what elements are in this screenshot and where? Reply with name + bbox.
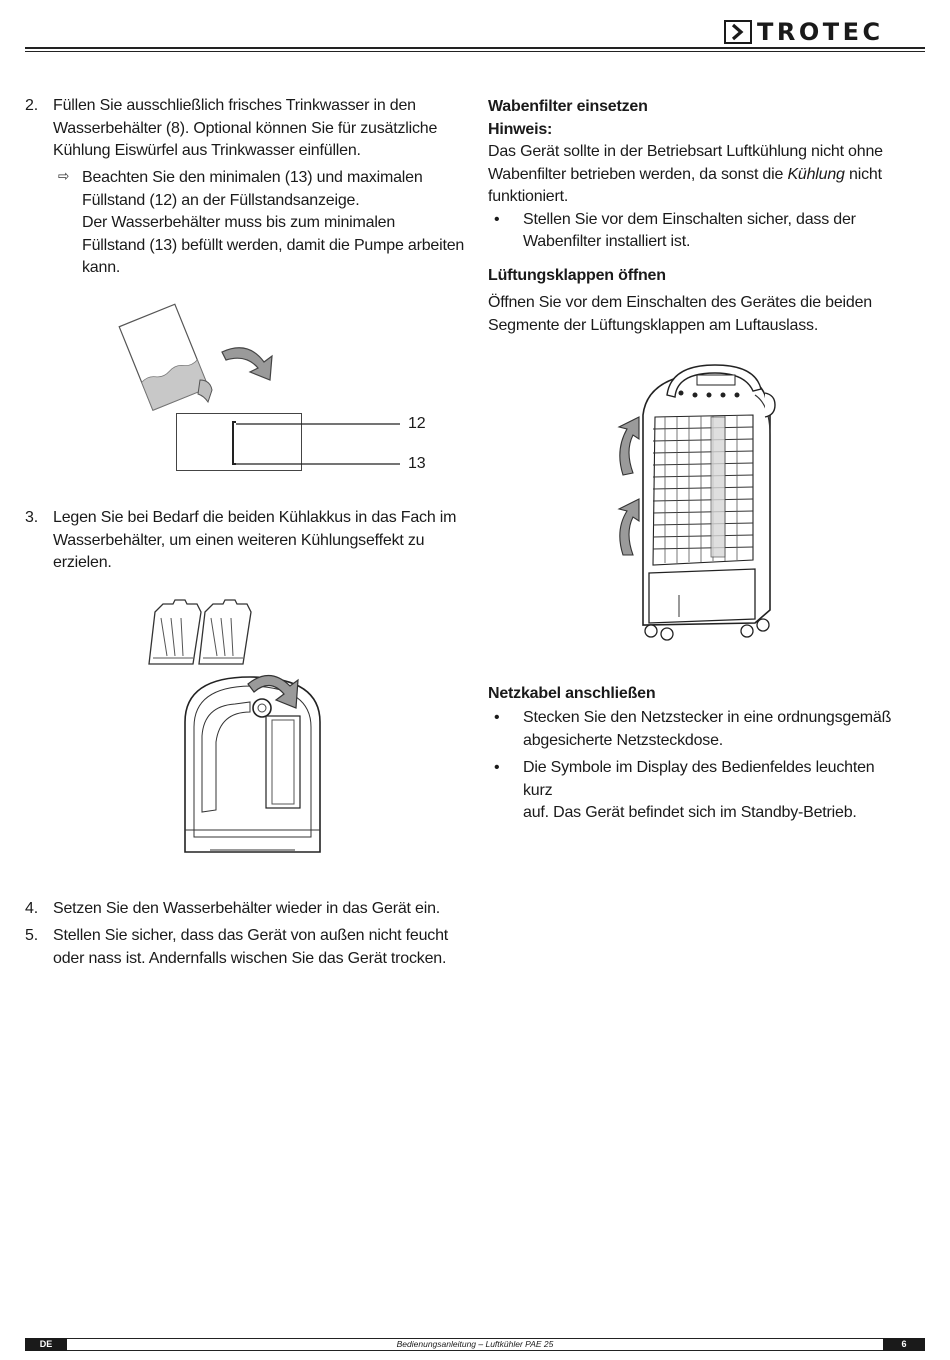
water-jug-illustration — [110, 300, 230, 410]
step-text — [53, 925, 473, 970]
step-number: 2. — [25, 97, 38, 114]
note-heading: Hinweis: — [488, 121, 553, 138]
emphasis-text: Kühlung — [787, 165, 845, 183]
pour-arrow-icon — [220, 338, 280, 388]
bullet-icon: • — [494, 709, 500, 726]
level-markers — [230, 412, 530, 482]
footer-page-number: 6 — [883, 1338, 925, 1351]
text-line: Stecken Sie den Netzstecker in eine ordnungsgemäß — [523, 709, 892, 726]
footer — [25, 1338, 925, 1351]
section-wabenfilter — [488, 96, 908, 254]
text-line: oder nass ist. Andernfalls wischen Sie das Gerät trocken. — [53, 949, 447, 967]
text-line: auf. Das Gerät befindet sich im Standby-Betrieb. — [523, 804, 857, 821]
text-span: nicht — [844, 165, 882, 183]
label-min-level: 13 — [408, 455, 426, 472]
text-line: funktioniert. — [488, 188, 569, 205]
text-line — [488, 164, 908, 187]
label-max-level: 12 — [408, 415, 426, 432]
step-number: 5. — [25, 927, 38, 944]
section-heading: Netzkabel anschließen — [488, 685, 656, 702]
text-line: Beachten Sie den minimalen (13) und maximalen — [82, 169, 423, 186]
bullet-item — [488, 757, 908, 821]
header-rule — [25, 47, 925, 49]
bullet-icon: • — [494, 210, 500, 228]
text-line: Stellen Sie vor dem Einschalten sicher, dass der — [523, 210, 856, 228]
water-tank-illustration — [180, 672, 330, 862]
note-text — [488, 141, 908, 209]
bullet-item — [488, 707, 908, 757]
ice-pack-illustration — [145, 598, 265, 673]
text-line: Füllstand (12) an der Füllstandsanzeige. — [82, 191, 360, 209]
section-text — [488, 292, 908, 337]
section-lueftungsklappen — [488, 265, 908, 337]
header-rule-thin — [25, 51, 925, 52]
air-cooler-illustration — [605, 355, 790, 655]
step-text — [53, 95, 473, 163]
result-arrow-icon: ⇨ — [58, 168, 70, 185]
result-text — [82, 167, 472, 280]
section-heading: Lüftungsklappen öffnen — [488, 267, 666, 284]
text-line: Das Gerät sollte in der Betriebsart Luftkühlung nicht ohne — [488, 143, 883, 160]
text-line: Wasserbehälter, um einen weiteren Kühlungseffekt zu — [53, 531, 425, 549]
text-line: Legen Sie bei Bedarf die beiden Kühlakkus in das Fach im — [53, 509, 457, 526]
text-line: Die Symbole im Display des Bedienfeldes leuchten kurz — [523, 759, 875, 799]
text-line: Kühlung Eiswürfel aus Trinkwasser einfüllen. — [53, 142, 361, 159]
text-line: Stellen Sie sicher, dass das Gerät von außen nicht feucht — [53, 927, 449, 944]
rotate-arrow-icon — [619, 417, 639, 475]
chevron-logo-icon — [724, 20, 754, 44]
step-number: 3. — [25, 509, 38, 526]
bullet-icon: • — [494, 759, 500, 776]
brand-logo — [724, 20, 926, 44]
text-line: Wabenfilter installiert ist. — [523, 233, 691, 250]
section-heading: Wabenfilter einsetzen — [488, 98, 648, 115]
text-line: Füllen Sie ausschließlich frisches Trinkwasser in den — [53, 97, 416, 114]
figure-ice-packs — [140, 598, 340, 868]
text-line: kann. — [82, 259, 121, 276]
text-span: Wabenfilter betrieben werden, da sonst die — [488, 165, 788, 183]
figure-air-cooler — [605, 355, 790, 655]
bullet-item — [488, 209, 908, 254]
bullet-text — [523, 757, 908, 825]
text-line: Öffnen Sie vor dem Einschalten des Gerätes die beiden — [488, 294, 873, 311]
brand-wordmark: TROTEC — [757, 18, 884, 46]
figure-fill-level — [110, 300, 450, 480]
bullet-text — [523, 209, 908, 254]
section-netzkabel — [488, 683, 908, 821]
text-line: Wasserbehälter (8). Optional können Sie für zusätzliche — [53, 119, 438, 137]
step-number: 4. — [25, 900, 38, 917]
text-line: Setzen Sie den Wasserbehälter wieder in das Gerät ein. — [53, 900, 441, 917]
text-line: Segmente der Lüftungsklappen am Luftauslass. — [488, 316, 819, 334]
footer-language: DE — [25, 1338, 67, 1351]
footer-title: Bedienungsanleitung – Luftkühler PAE 25 — [396, 1339, 554, 1349]
text-line: Der Wasserbehälter muss bis zum minimalen — [82, 214, 396, 231]
step-text — [53, 507, 473, 575]
step-text — [53, 898, 473, 921]
bullet-text — [523, 707, 908, 752]
text-line: abgesicherte Netzsteckdose. — [523, 731, 724, 749]
text-line: erzielen. — [53, 554, 112, 571]
text-line: Füllstand (13) befüllt werden, damit die Pumpe arbeiten — [82, 236, 465, 254]
